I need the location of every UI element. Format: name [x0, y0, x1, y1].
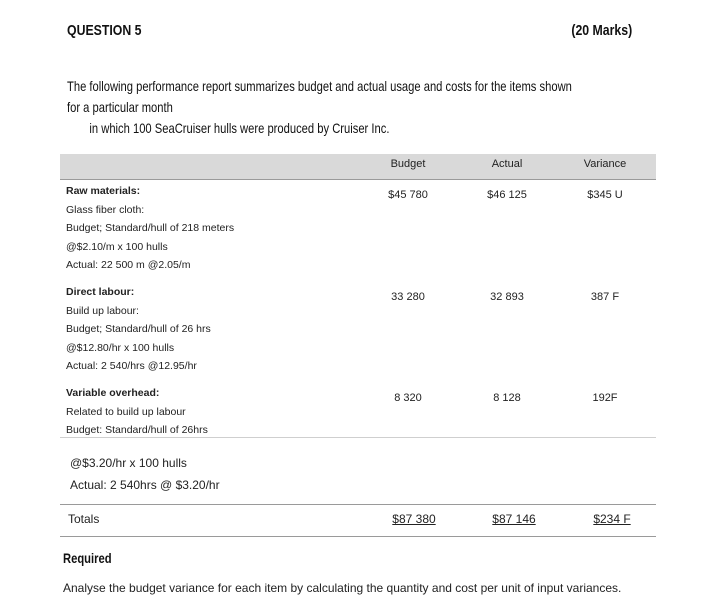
variable-overhead-budget: 8 320 [394, 392, 422, 404]
totals-variance: $234 F [593, 512, 631, 526]
row-detail: Actual: 2 540hrs @ $3.20/hr [70, 478, 220, 492]
totals-actual: $87 146 [492, 512, 536, 526]
column-header-variance: Variance [583, 158, 627, 170]
row-detail: Budget; Standard/hull of 26 hrs [66, 323, 211, 335]
raw-materials-budget: $45 780 [388, 189, 428, 201]
row-divider [60, 437, 656, 438]
variable-overhead-actual: 8 128 [493, 392, 521, 404]
required-text: Analyse the budget variance for each item by calculating the quantity and cost per unit of input variances. [63, 581, 622, 595]
intro-paragraph [67, 76, 579, 139]
totals-label: Totals [68, 512, 100, 526]
totals-bottom-rule [60, 536, 656, 537]
row-detail: @$12.80/hr x 100 hulls [66, 341, 175, 354]
intro-line-2: in which 100 SeaCruiser hulls were produced by Cruiser Inc. [89, 120, 390, 136]
row-detail: Actual: 2 540/hrs @12.95/hr [66, 360, 197, 372]
variable-overhead-extra-labels [70, 452, 220, 496]
row-detail: @$2.10/m x 100 hulls [66, 240, 168, 253]
row-title: Direct labour: [66, 286, 135, 298]
row-title: Variable overhead: [66, 387, 160, 399]
direct-labour-budget: 33 280 [391, 291, 425, 303]
raw-materials-variance: $345 U [587, 189, 623, 201]
row-detail: @$3.20/hr x 100 hulls [70, 456, 187, 470]
raw-materials-actual: $46 125 [487, 189, 527, 201]
marks-label: (20 Marks) [571, 22, 632, 39]
intro-line-1: The following performance report summarizes budget and actual usage and costs for the items shown for a particular month [67, 78, 572, 115]
column-header-actual: Actual [491, 158, 523, 170]
column-header-budget: Budget [390, 158, 426, 170]
row-detail: Budget; Standard/hull of 218 meters [66, 222, 235, 234]
direct-labour-actual: 32 893 [490, 291, 524, 303]
totals-top-rule [60, 504, 656, 505]
row-title: Raw materials: [66, 185, 141, 197]
question-number: QUESTION 5 [67, 22, 142, 39]
row-variable-overhead-labels [66, 384, 208, 440]
row-detail: Build up labour: [66, 304, 139, 317]
required-heading: Required [63, 550, 112, 566]
row-detail: Budget: Standard/hull of 26hrs [66, 424, 208, 436]
row-detail: Actual: 22 500 m @2.05/m [66, 259, 191, 271]
variable-overhead-variance: 192F [592, 392, 618, 404]
row-direct-labour-labels [66, 283, 211, 376]
direct-labour-variance: 387 F [590, 291, 620, 303]
row-detail: Related to build up labour [66, 405, 186, 418]
row-raw-materials-labels [66, 182, 234, 275]
row-detail: Glass fiber cloth: [66, 203, 145, 216]
totals-budget: $87 380 [392, 512, 436, 526]
